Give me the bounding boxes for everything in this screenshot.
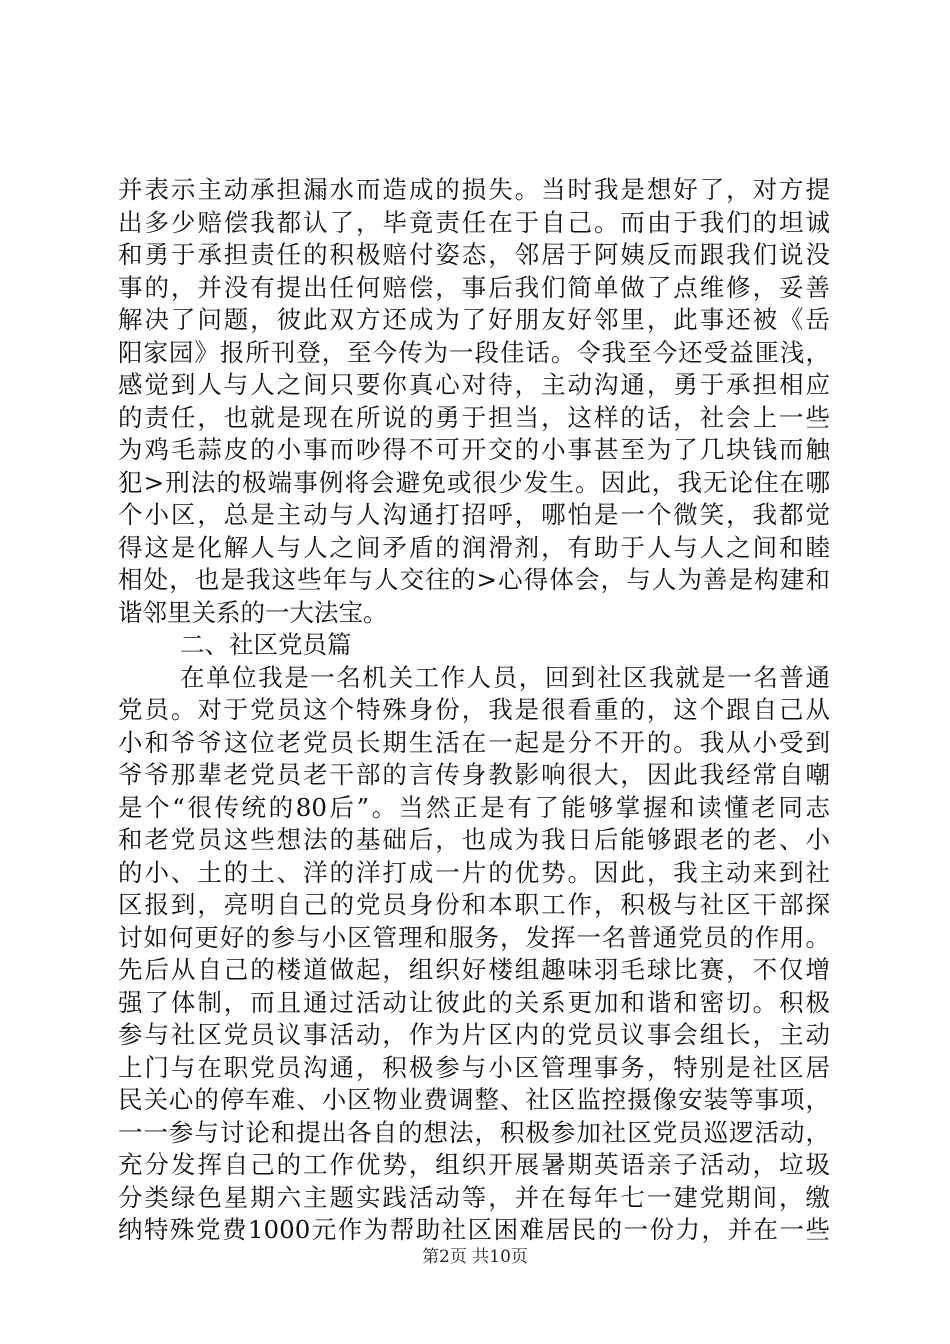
text-line: 和老党员这些想法的基础后，也成为我日后能够跟老的老、小 xyxy=(118,825,830,854)
text-line: 分类绿色星期六主题实践活动等，并在每年七一建党期间，缴 xyxy=(118,1182,830,1212)
text-line: 党员。对于党员这个特殊身份，我是很看重的，这个跟自己从 xyxy=(118,695,830,724)
body-text xyxy=(118,174,830,1247)
text-line: 参与社区党员议事活动，作为片区内的党员议事会组长，主动 xyxy=(118,1020,830,1049)
text-line: 为鸡毛蒜皮的小事而吵得不可开交的小事甚至为了几块钱而触 xyxy=(118,435,830,464)
text-line: 出多少赔偿我都认了，毕竟责任在于自己。而由于我们的坦诚 xyxy=(118,207,830,237)
text-line: 并表示主动承担漏水而造成的损失。当时我是想好了，对方提 xyxy=(118,175,830,204)
text-line: 相处，也是我这些年与人交往的>心得体会，与人为善是构建和 xyxy=(118,565,830,594)
section-heading: 二、社区党员篇 xyxy=(180,630,352,659)
text-line: 爷爷那辈老党员老干部的言传身教影响很大，因此我经常自嘲 xyxy=(118,760,830,789)
text-line: 是个“很传统的80后”。当然正是有了能够掌握和读懂老同志 xyxy=(118,792,830,822)
text-line: 充分发挥自己的工作优势，组织开展暑期英语亲子活动，垃圾 xyxy=(118,1150,830,1179)
text-line: 纳特殊党费1000元作为帮助社区困难居民的一份力，并在一些 xyxy=(118,1215,830,1244)
text-line: 讨如何更好的参与小区管理和服务，发挥一名普通党员的作用。 xyxy=(118,922,830,952)
text-line: 小和爷爷这位老党员长期生活在一起是分不开的。我从小受到 xyxy=(118,727,830,757)
text-line: 区报到，亮明自己的党员身份和本职工作，积极与社区干部探 xyxy=(118,890,830,919)
text-line: 强了体制，而且通过活动让彼此的关系更加和谐和密切。积极 xyxy=(118,987,830,1017)
text-line: 感觉到人与人之间只要你真心对待，主动沟通，勇于承担相应 xyxy=(118,370,830,399)
text-line: 一一参与讨论和提出各自的想法，积极参加社区党员巡逻活动， xyxy=(118,1117,830,1147)
text-line: 上门与在职党员沟通，积极参与小区管理事务，特别是社区居 xyxy=(118,1052,830,1082)
text-line: 阳家园》报所刊登，至今传为一段佳话。令我至今还受益匪浅， xyxy=(118,337,830,367)
text-line: 个小区，总是主动与人沟通打招呼，哪怕是一个微笑，我都觉 xyxy=(118,500,830,529)
text-line: 民关心的停车难、小区物业费调整、社区监控摄像安装等事项， xyxy=(118,1085,830,1114)
text-line: 解决了问题，彼此双方还成为了好朋友好邻里，此事还被《岳 xyxy=(118,305,830,334)
text-line: 和勇于承担责任的积极赔付姿态，邻居于阿姨反而跟我们说没 xyxy=(118,240,830,269)
text-line: 得这是化解人与人之间矛盾的润滑剂，有助于人与人之间和睦 xyxy=(118,532,830,562)
text-line: 的责任，也就是现在所说的勇于担当，这样的话，社会上一些 xyxy=(118,402,830,432)
text-line: 先后从自己的楼道做起，组织好楼组趣味羽毛球比赛，不仅增 xyxy=(118,955,830,984)
text-line: 谐邻里关系的一大法宝。 xyxy=(118,597,388,627)
text-line: 在单位我是一名机关工作人员，回到社区我就是一名普通 xyxy=(180,662,830,692)
text-line: 的小、土的土、洋的洋打成一片的优势。因此，我主动来到社 xyxy=(118,857,830,887)
text-line: 事的，并没有提出任何赔偿，事后我们简单做了点维修，妥善 xyxy=(118,272,830,302)
text-line: 犯>刑法的极端事例将会避免或很少发生。因此，我无论住在哪 xyxy=(118,467,830,497)
page-number-footer: 第2页 共10页 xyxy=(422,1247,528,1267)
